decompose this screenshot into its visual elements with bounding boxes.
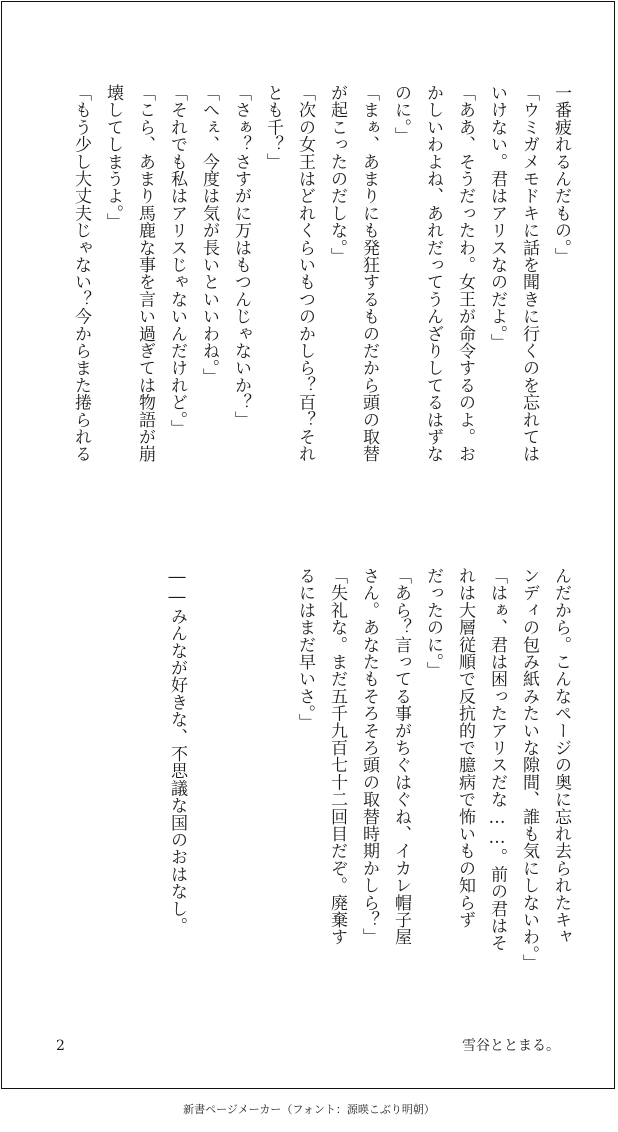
text-column: 一番疲れるんだもの。」 — [551, 84, 571, 265]
author-name: 雪谷ととまる。 — [462, 1038, 560, 1054]
lower-text-block — [165, 567, 572, 999]
text-column: ――みんなが好きな、不思議な国のおはなし。 — [167, 567, 187, 935]
text-column: れは大層従順で反抗的で臆病で怖いもの知らず — [455, 567, 475, 929]
text-column: 「失礼な。まだ五千九百七十二回目だぞ。廃棄す — [327, 567, 347, 946]
text-column: んだから。こんなページの奥に忘れ去られたキャ — [551, 567, 571, 946]
text-column: 「へぇ、今度は気が長いといいわね。」 — [199, 84, 219, 386]
text-column: のに。」 — [391, 84, 411, 145]
text-column: 「はぁ、君は困ったアリスだな……。前の君はそ — [487, 567, 507, 952]
text-column: 「こら、あまり馬鹿な事を言い過ぎては物語が崩 — [135, 84, 155, 463]
text-column: 壊してしまうよ。」 — [103, 84, 123, 231]
text-column: いけない。君はアリスなのだよ。」 — [487, 84, 507, 351]
text-column: 「さぁ？さすがに万はもつんじゃないか？」 — [231, 84, 251, 428]
text-column: るにはまだ早いさ。」 — [295, 567, 315, 731]
text-column: さん。あなたもそろそろ頭の取替時期かしら？」 — [359, 567, 379, 946]
text-column: 「それでも私はアリスじゃないんだけれど。」 — [167, 84, 187, 437]
text-column: が起こったのだしな。」 — [327, 84, 347, 265]
text-column: かしいわよね、あれだってうんざりしてるはずな — [423, 84, 443, 463]
text-column: だったのに。」 — [423, 567, 443, 679]
text-column: 「まぁ、あまりにも発狂するものだから頭の取替 — [359, 84, 379, 463]
text-column: 「ああ、そうだったわ。女王が命令するのよ。お — [455, 84, 475, 463]
text-column: 「ウミガメモドキに話を聞きに行くのを忘れては — [519, 84, 539, 463]
upper-text-block — [69, 84, 572, 516]
book-page — [1, 1, 615, 1089]
text-column: ンディの包み紙みたいな隙間、誰も気にしないわ。」 — [519, 567, 539, 972]
generator-credit: 新書ページメーカー（フォント：源暎こぶり明朝） — [183, 1103, 435, 1116]
text-column: とも千？」 — [263, 84, 283, 170]
text-column: 「あら？言ってる事がちぐはぐね、イカレ帽子屋 — [391, 567, 411, 946]
page-number: 2 — [56, 1038, 65, 1054]
text-column: 「もう少し大丈夫じゃない？今からまた捲られる — [71, 84, 91, 463]
text-column: 「次の女王はどれくらいもつのかしら？百？それ — [295, 84, 315, 463]
